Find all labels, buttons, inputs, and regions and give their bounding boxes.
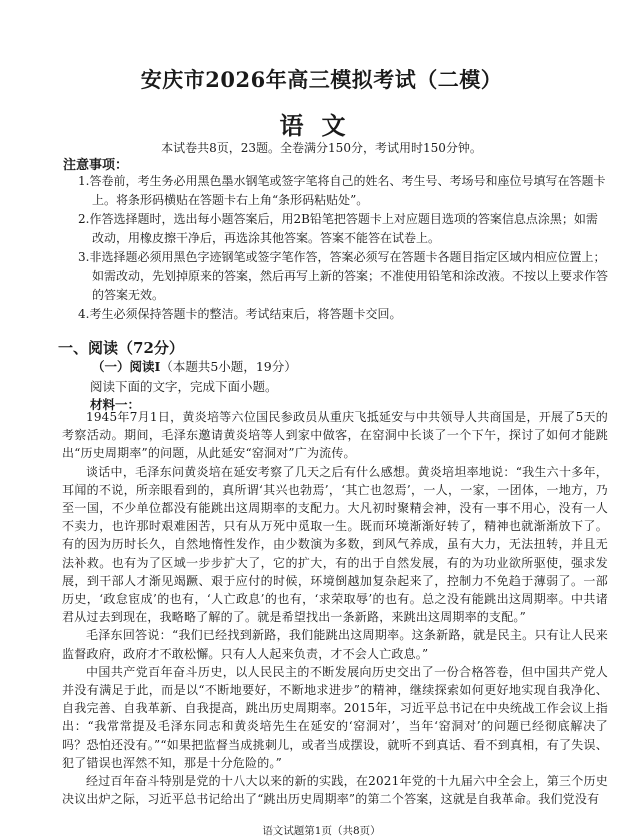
subsection-label: （一）阅读Ⅰ [92,359,161,374]
subsection-note: （本题共5小题，19分） [160,359,297,374]
material-label: 材料一： [90,397,141,412]
passage-paragraph: 谈话中，毛泽东问黄炎培在延安考察了几天之后有什么感想。黄炎培坦率地说：“我生六十多年，耳闻的不说，所亲眼看到的，真所谓‘其兴也勃焉’，‘其亡也忽焉’，一人，一家，一团体，一地方，乃至一国，不少单位都没有能跳出这周期率的支配力。大凡初时聚精会神，没有一事不用心，没有一人不卖力，也许那时艰难困苦，只有从万死中觅取一生。既而环境渐渐好转了，精神也就渐渐放下了。有的因为历时长久，自然地惰性发作，由少数演为多数，到风气养成，虽有大力，无法扭转，并且无法补救。也有为了区域一步步扩大了，它的扩大，有的出于自然发展，有的为功业欲所驱使，强求发展，到干部人才渐见竭蹶、艰于应付的时候，环境倒越加复杂起来了，控制力不免趋于薄弱了。一部历史，‘政怠宦成’的也有，‘人亡政息’的也有，‘求荣取辱’的也有。总之没有能跳出这周期率。中共诸君从过去到现在，我略略了解的了。就是希望找出一条新路，来跳出这周期率的支配。” [62,464,608,625]
page-footer: 语文试题第1页（共8页） [262,825,381,837]
passage-paragraph: 中国共产党百年奋斗历史，以人民民主的不断发展向历史交出了一份合格答卷，但中国共产党人并没有满足于此，而是以“不断地要好，不断地求进步”的精神，继续探索如何更好地实现自我净化、自我完善、自我革新、自我提高，跳出历史周期率。2015年，习近平总书记在中央统战工作会议上指出：“我常常提及毛泽东同志和黄炎培先生在延安的‘窑洞对’，当年‘窑洞对’的问题已经彻底解决了吗？恐怕还没有。”“如果把监督当成挑刺儿，或者当成摆设，就听不到真话、看不到真相，有了失误、犯了错误也浑然不知，那是十分危险的。” [62,664,608,770]
notice-item: 2.作答选择题时，选出每小题答案后，用2B铅笔把答题卡上对应题目选项的答案信息点涂黑；如需改动，用橡皮擦干净后，再选涂其他答案。答案不能答在试卷上。 [78,212,598,245]
passage-paragraph: 1945年7月1日，黄炎培等六位国民参政员从重庆飞抵延安与中共领导人共商国是，开展了5天的考察活动。期间，毛泽东邀请黄炎培等人到家中做客，在窑洞中长谈了一个下午，探讨了如何才能跳出“历史周期率”的问题，从此延安“窑洞对”广为流传。 [62,410,608,461]
reading-instruction: 阅读下面的文字，完成下面小题。 [90,379,278,394]
subject-title: 语文 [279,111,364,140]
exam-info: 本试卷共8页，23题。全卷满分150分，考试用时150分钟。 [161,141,482,155]
notice-item: 1.答卷前，考生务必用黑色墨水钢笔或签字笔将自己的姓名、考生号、考场号和座位号填写在答题卡上。将条形码横贴在答题卡右上角“条形码粘贴处”。 [78,174,606,207]
notice-list [78,172,608,324]
passage-paragraph: 毛泽东回答说：“我们已经找到新路，我们能跳出这周期率。这条新路，就是民主。只有让人民来监督政府，政府才不敢松懈。只有人人起来负责，才不会人亡政息。” [62,628,608,661]
passage [62,408,608,808]
notice-heading: 注意事项： [63,158,129,173]
section-heading: 一、阅读（72分） [58,339,184,357]
exam-title: 安庆市2026年高三模拟考试（二模） [140,67,503,92]
notice-item: 4.考生必须保持答题卡的整洁。考试结束后，将答题卡交回。 [78,307,402,321]
subsection-heading [92,357,297,375]
notice-item: 3.非选择题必须用黑色字迹钢笔或签字笔作答，答案必须写在答题卡各题目指定区域内相应位置上；如需改动，先划掉原来的答案，然后再写上新的答案；不准使用铅笔和涂改液。不按以上要求作答的答案无效。 [78,250,609,302]
passage-paragraph: 经过百年奋斗特别是党的十八大以来的新的实践，在2021年党的十九届六中全会上，第三个历史决议出炉之际，习近平总书记给出了“跳出历史周期率”的第二个答案，这就是自我革命。我们党没有 [62,774,608,807]
